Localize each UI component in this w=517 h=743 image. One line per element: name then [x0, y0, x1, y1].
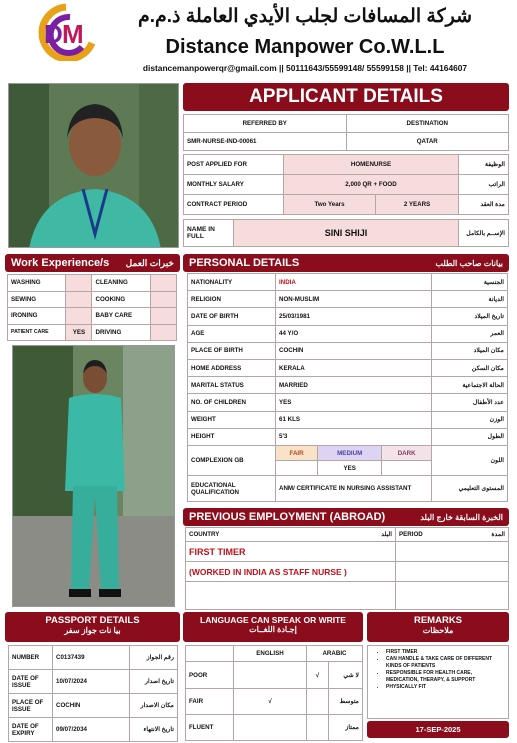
period-value-num: 2 YEARS	[376, 195, 459, 215]
language-row	[186, 715, 363, 741]
passport-value: 10/07/2024	[53, 670, 130, 694]
language-arabic-col: ARABIC	[306, 646, 362, 662]
personal-label: PLACE OF BIRTH	[188, 342, 276, 359]
language-level-ar: لا شي	[329, 662, 363, 689]
name-value: SINI SHIJI	[234, 220, 459, 247]
complexion-fair: FAIR	[276, 446, 318, 461]
remarks-list	[386, 649, 504, 690]
personal-row	[188, 428, 508, 445]
personal-label-ar: تاريخ الميلاد	[432, 308, 508, 325]
passport-title-ar: بيا نات جواز سفر	[64, 626, 121, 635]
personal-value: YES	[276, 394, 432, 411]
personal-value: NON-MUSLIM	[276, 291, 432, 308]
work-skill-label: BABY CARE	[92, 308, 150, 325]
language-arabic-mark	[306, 689, 328, 715]
remarks-box	[367, 645, 509, 719]
personal-value: 5'3	[276, 428, 432, 445]
company-name-en: Distance Manpower Co.W.L.L	[165, 36, 445, 58]
company-contact: distancemanpowerqr@gmail.com || 50111643/55599148/ 55599158 || Tel: 44164607	[142, 63, 468, 73]
destination-value: QATAR	[346, 133, 509, 151]
work-row	[8, 308, 177, 325]
personal-value: KERALA	[276, 359, 432, 376]
language-level: FLUENT	[186, 715, 234, 741]
complexion-medium: MEDIUM	[318, 446, 382, 461]
personal-label-ar: العمر	[432, 325, 508, 342]
salary-label-ar: الراتب	[459, 175, 509, 195]
personal-label: AGE	[188, 325, 276, 342]
passport-row	[9, 718, 178, 742]
passport-value: COCHIN	[53, 694, 130, 718]
language-row	[186, 689, 363, 715]
work-skill-label: IRONING	[8, 308, 66, 325]
language-english-col: ENGLISH	[234, 646, 307, 662]
personal-label-ar: مكان الميلاد	[432, 342, 508, 359]
language-title: LANGUAGE CAN SPEAK OR WRITE	[200, 615, 346, 625]
personal-label-ar: الجنسية	[432, 274, 508, 291]
company-logo	[30, 3, 102, 61]
personal-label-ar: مكان السكن	[432, 359, 508, 376]
personal-label: MARITAL STATUS	[188, 377, 276, 394]
referred-by-value: SMR-NURSE-IND-00061	[184, 133, 347, 151]
employment-line-2: (WORKED IN INDIA AS STAFF NURSE )	[186, 562, 396, 582]
personal-details-table	[187, 273, 508, 446]
salary-value: 2,000 QR + FOOD	[284, 175, 459, 195]
work-skill-value	[66, 291, 92, 308]
language-level-ar: متوسط	[329, 689, 363, 715]
personal-value: INDIA	[276, 274, 432, 291]
svg-text:D: D	[44, 19, 63, 49]
passport-label: DATE OF ISSUE	[9, 670, 53, 694]
passport-title: PASSPORT DETAILS	[45, 615, 140, 626]
personal-row	[188, 411, 508, 428]
work-skill-value	[150, 291, 176, 308]
personal-label: RELIGION	[188, 291, 276, 308]
personal-value: COCHIN	[276, 342, 432, 359]
employment-title-ar: الخبرة السابقة خارج البلد	[420, 512, 503, 522]
passport-label-ar: تاريخ الانتهاء	[130, 718, 178, 742]
personal-label: HEIGHT	[188, 428, 276, 445]
work-experience-title-ar: خبرات العمل	[125, 257, 174, 268]
period-value-en: Two Years	[284, 195, 376, 215]
passport-label-ar: مكان الاصدار	[130, 694, 178, 718]
work-skill-value	[66, 275, 92, 292]
language-english-mark	[234, 715, 307, 741]
personal-row	[188, 359, 508, 376]
work-skill-label: PATIENT CARE	[8, 324, 66, 341]
post-value: HOMENURSE	[284, 155, 459, 175]
remarks-title: REMARKS	[413, 615, 463, 626]
work-skill-value	[150, 308, 176, 325]
personal-value: 61 KLS	[276, 411, 432, 428]
remarks-item: • PHYSICALLY FIT	[386, 684, 504, 690]
personal-row	[188, 377, 508, 394]
period-col-label: PERIOD	[399, 531, 423, 538]
complexion-label: COMPLEXION GB	[188, 446, 276, 476]
remarks-title-ar: ملاحظات	[422, 626, 454, 635]
applicant-full-body-photo	[12, 345, 175, 607]
work-skill-label: CLEANING	[92, 275, 150, 292]
personal-row	[188, 308, 508, 325]
name-table	[183, 219, 509, 247]
personal-label: HOME ADDRESS	[188, 359, 276, 376]
work-row	[8, 324, 177, 341]
personal-value: 25/03/1981	[276, 308, 432, 325]
applicant-portrait-photo	[8, 83, 179, 248]
personal-row	[188, 342, 508, 359]
personal-label-ar: الوزن	[432, 411, 508, 428]
post-label-ar: الوظيفة	[459, 155, 509, 175]
language-level: POOR	[186, 662, 234, 689]
personal-label-ar: الديانة	[432, 291, 508, 308]
svg-text:M: M	[62, 19, 84, 49]
personal-label-ar: الطول	[432, 428, 508, 445]
passport-row	[9, 670, 178, 694]
language-english-mark: √	[234, 689, 307, 715]
language-table	[185, 645, 363, 741]
period-label-ar: مدة العقد	[459, 195, 509, 215]
education-label: EDUCATIONAL QUALIFICATION	[188, 476, 276, 502]
remarks-item: • FIRST TIMER	[386, 649, 504, 655]
personal-row	[188, 274, 508, 291]
remarks-date: 17-SEP-2025	[367, 721, 509, 738]
work-experience-table	[7, 274, 177, 341]
personal-details-title: PERSONAL DETAILS	[189, 257, 300, 269]
passport-row	[9, 646, 178, 670]
personal-details-header	[183, 254, 509, 272]
personal-row	[188, 325, 508, 342]
personal-row	[188, 291, 508, 308]
complexion-label-ar: اللون	[432, 446, 508, 476]
passport-label-ar: رقم الجواز	[130, 646, 178, 670]
language-header	[183, 612, 363, 642]
period-label: CONTRACT PERIOD	[184, 195, 284, 215]
personal-details-title-ar: بيانات صاحب الطلب	[435, 258, 503, 268]
personal-row	[188, 394, 508, 411]
language-title-ar: إجـادة اللغــات	[249, 625, 297, 634]
language-arabic-mark: √	[306, 662, 328, 689]
post-label: POST APPLIED FOR	[184, 155, 284, 175]
passport-label: DATE OF EXPIRY	[9, 718, 53, 742]
work-skill-label: COOKING	[92, 291, 150, 308]
employment-header	[183, 508, 509, 526]
period-col-label-ar: المدة	[491, 531, 505, 538]
personal-value: MARRIED	[276, 377, 432, 394]
passport-value: C0137439	[53, 646, 130, 670]
language-english-mark	[234, 662, 307, 689]
work-skill-label: WASHING	[8, 275, 66, 292]
employment-line-1: FIRST TIMER	[186, 542, 396, 562]
work-skill-label: SEWING	[8, 291, 66, 308]
complexion-dark: DARK	[382, 446, 432, 461]
work-skill-value	[150, 324, 176, 341]
complexion-table	[187, 445, 508, 476]
education-table	[187, 475, 508, 502]
work-row	[8, 291, 177, 308]
personal-value: 44 Y/O	[276, 325, 432, 342]
passport-label-ar: تاريخ اصدار	[130, 670, 178, 694]
passport-label: PLACE OF ISSUE	[9, 694, 53, 718]
work-row	[8, 275, 177, 292]
remarks-item: • CAN HANDLE & TAKE CARE OF DIFFERENT KINDS OF PATIENTS	[386, 656, 504, 669]
language-level-ar: ممتاز	[329, 715, 363, 741]
passport-row	[9, 694, 178, 718]
passport-label: NUMBER	[9, 646, 53, 670]
personal-label: WEIGHT	[188, 411, 276, 428]
personal-label-ar: الحالة الاجتماعية	[432, 377, 508, 394]
name-label-ar: الإســم بالكامل	[459, 220, 509, 247]
referral-table	[183, 114, 509, 151]
work-skill-value	[150, 275, 176, 292]
post-table	[183, 154, 509, 215]
passport-value: 09/07/2034	[53, 718, 130, 742]
remarks-header	[367, 612, 509, 642]
employment-title: PREVIOUS EMPLOYMENT (ABROAD)	[189, 511, 386, 523]
language-row	[186, 662, 363, 689]
work-experience-title: Work Experience/s	[11, 257, 110, 269]
personal-label-ar: عدد الأطفال	[432, 394, 508, 411]
personal-label: DATE OF BIRTH	[188, 308, 276, 325]
complexion-selected: YES	[318, 461, 382, 476]
employment-table	[185, 527, 509, 610]
language-arabic-mark	[306, 715, 328, 741]
work-skill-value	[66, 308, 92, 325]
referred-by-label: REFERRED BY	[184, 115, 347, 133]
work-skill-value: YES	[66, 324, 92, 341]
education-label-ar: المستوى التعليمي	[432, 476, 508, 502]
country-label: COUNTRY	[189, 531, 220, 538]
work-experience-header	[5, 254, 180, 272]
passport-header	[5, 612, 180, 642]
personal-label: NATIONALITY	[188, 274, 276, 291]
page-title: APPLICANT DETAILS	[183, 83, 509, 111]
company-name-ar: شركة المسافات لجلب الأيدي العاملة ذ.م.م	[137, 6, 473, 27]
country-label-ar: البلد	[381, 531, 392, 538]
education-value: ANM/ CERTIFICATE IN NURSING ASSISTANT	[276, 476, 432, 502]
salary-label: MONTHLY SALARY	[184, 175, 284, 195]
language-level: FAIR	[186, 689, 234, 715]
passport-table	[8, 645, 178, 742]
personal-label: NO. OF CHILDREN	[188, 394, 276, 411]
destination-label: DESTINATION	[346, 115, 509, 133]
work-skill-label: DRIVING	[92, 324, 150, 341]
name-label: NAME IN FULL	[184, 220, 234, 247]
remarks-item: • RESPONSIBLE FOR HEALTH CARE, MEDICATION, THERAPY, & SUPPORT	[386, 670, 504, 683]
